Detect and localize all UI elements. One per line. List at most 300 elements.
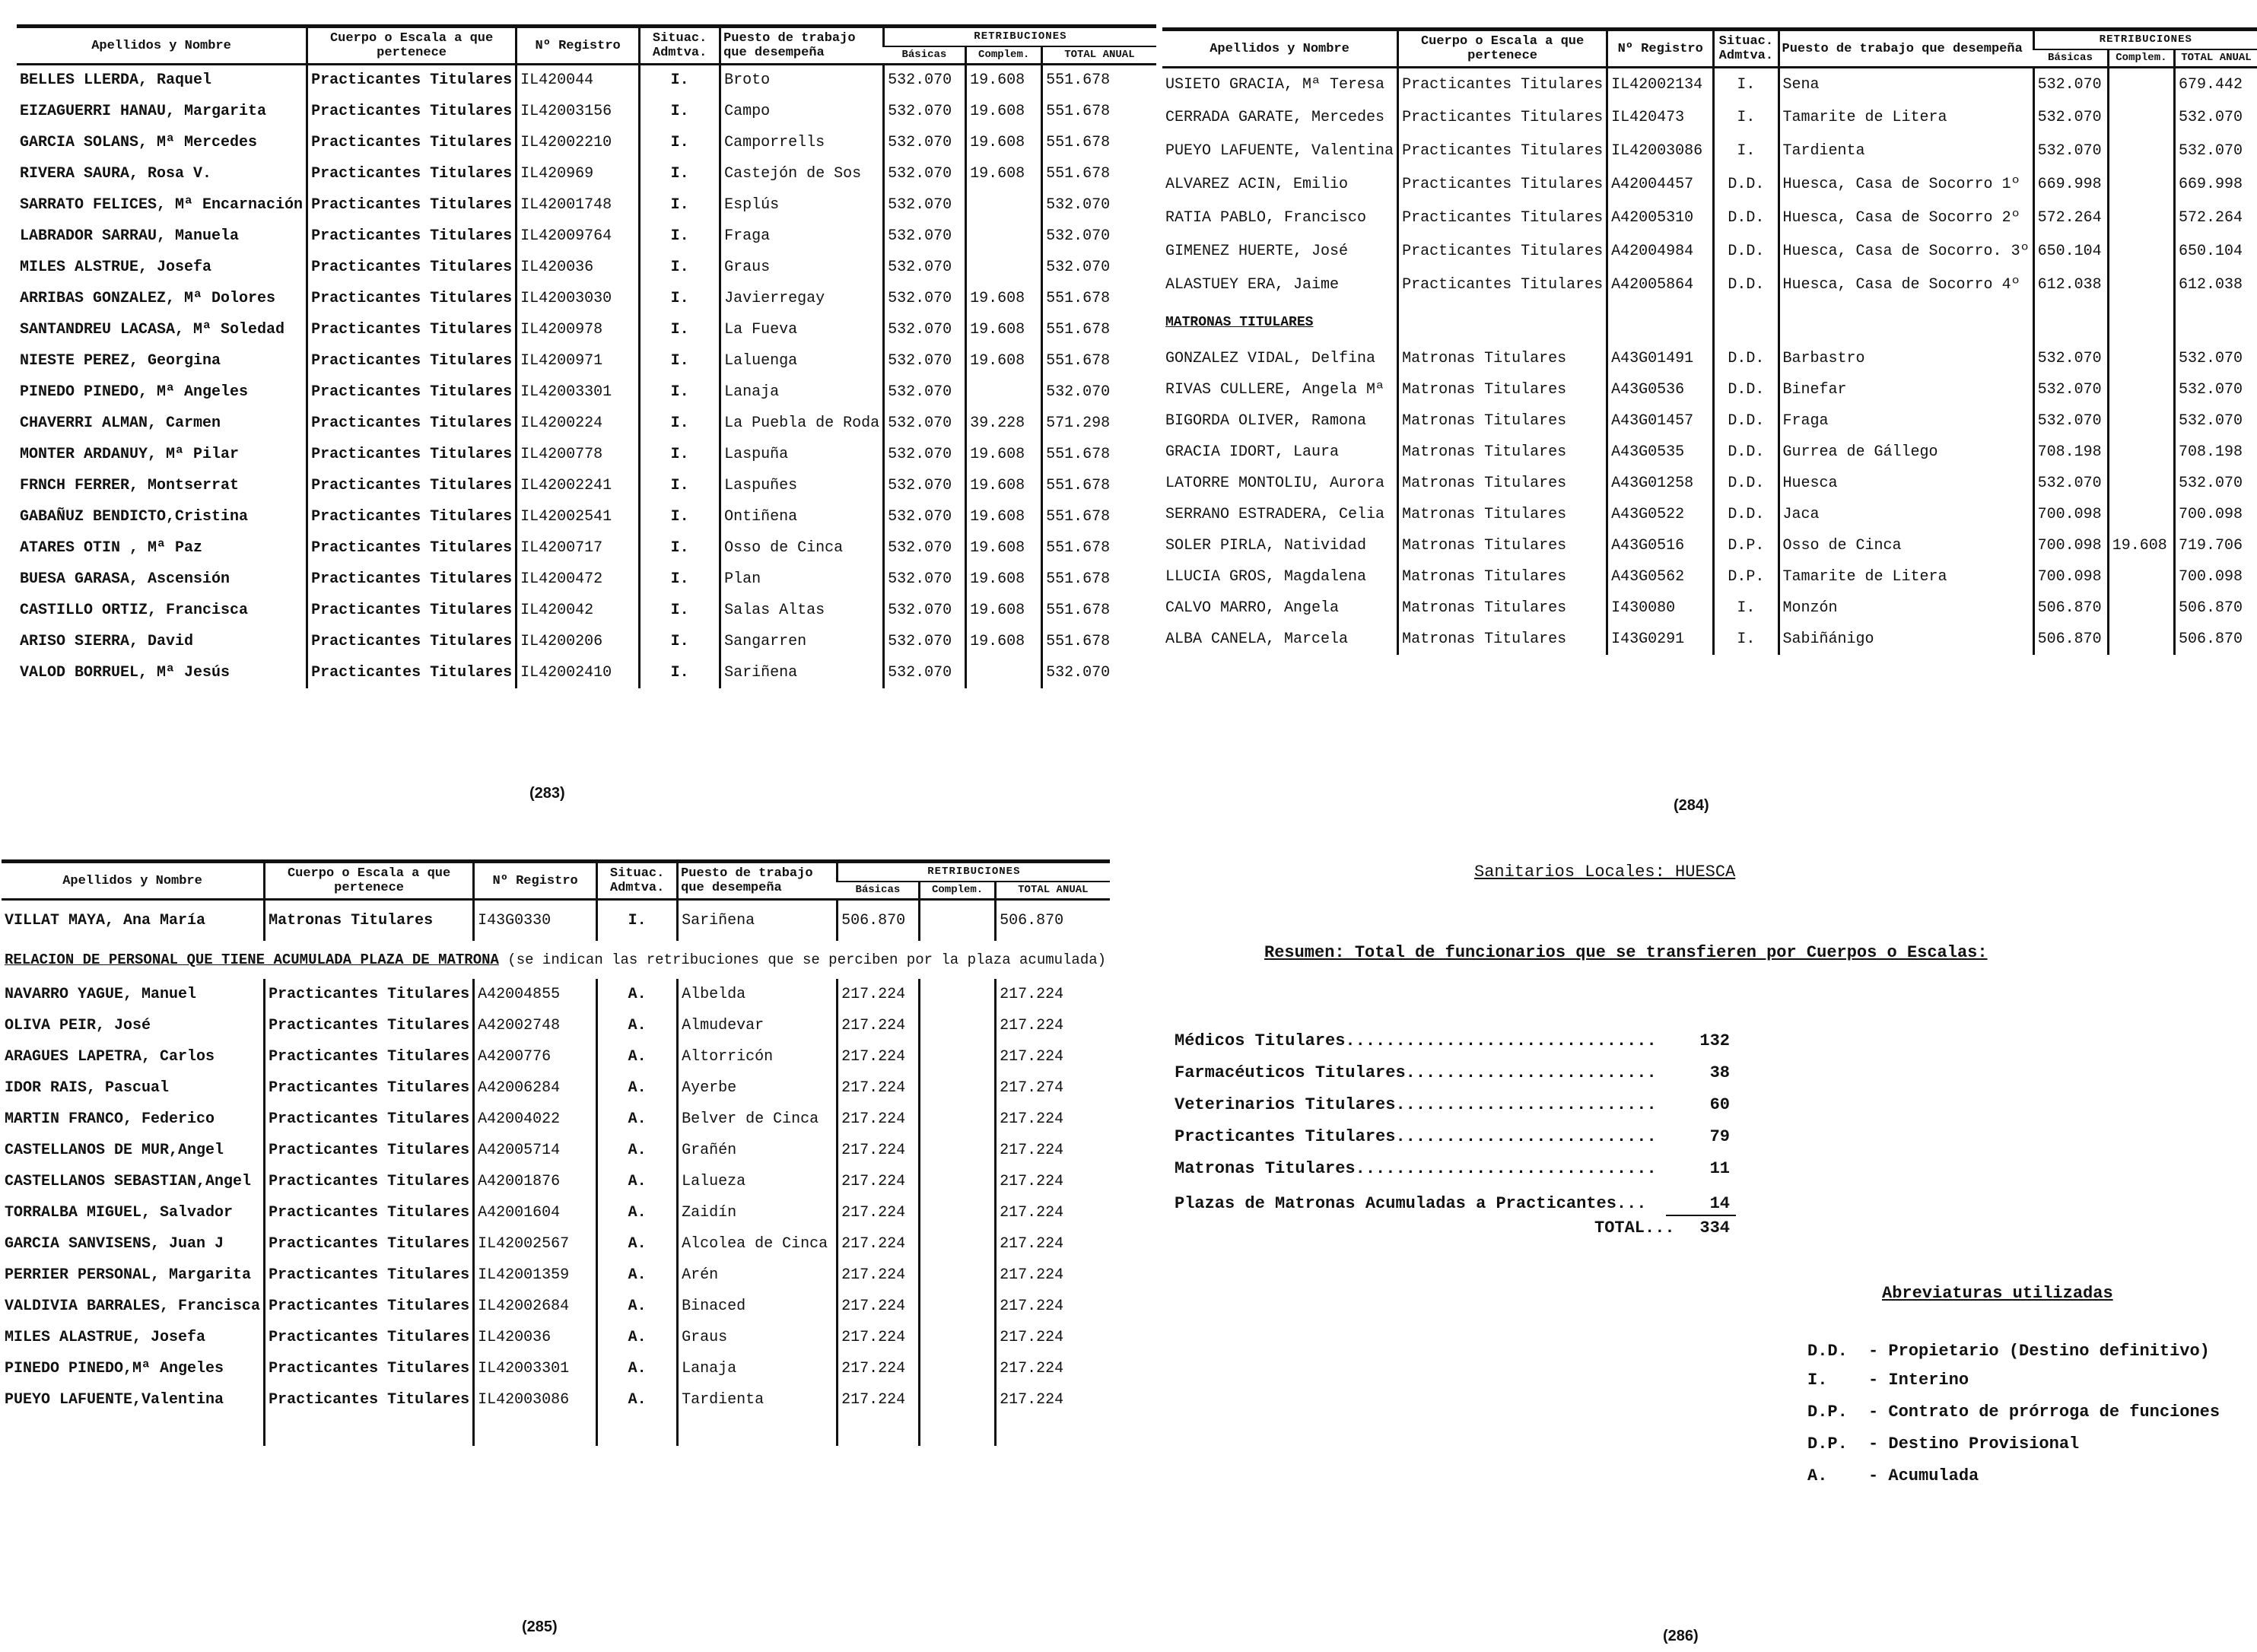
table-row xyxy=(2,1010,1110,1041)
cell-complem xyxy=(920,1197,996,1228)
cell-total: 551.678 xyxy=(1042,314,1156,345)
cell-complem xyxy=(920,1228,996,1260)
cell-complem xyxy=(2108,343,2174,374)
cell-situac: A. xyxy=(597,1104,678,1135)
cell-situac: I. xyxy=(640,501,720,532)
abbreviation-item xyxy=(1807,1371,1969,1390)
table-row xyxy=(1162,343,2257,374)
cell-cuerpo: Matronas Titulares xyxy=(1398,530,1607,561)
table-row xyxy=(17,595,1156,626)
cell-puesto: Gurrea de Gállego xyxy=(1779,437,2033,468)
summary-row xyxy=(1175,1194,1730,1213)
page-number-283: (283) xyxy=(529,785,565,802)
cell-basicas: 217.224 xyxy=(838,1353,920,1384)
col-cuerpo: Cuerpo o Escala a que pertenece xyxy=(1398,30,1607,68)
cell-registro: A43G0516 xyxy=(1607,530,1714,561)
cell-situac: D.P. xyxy=(1714,530,1779,561)
cell-puesto: Huesca, Casa de Socorro. 3º xyxy=(1779,235,2033,268)
cell-situac: I. xyxy=(640,657,720,688)
cell-situac: A. xyxy=(597,1010,678,1041)
cell-nombre: LLUCIA GROS, Magdalena xyxy=(1165,567,1367,586)
col-situac: Situac. Admtva. xyxy=(1714,30,1779,68)
cell-nombre: RIVAS CULLERE, Angela Mª xyxy=(1165,380,1385,399)
cell-puesto: Castejón de Sos xyxy=(720,158,884,189)
cell-basicas: 532.070 xyxy=(2033,405,2108,437)
cell-nombre: OLIVA PEIR, José xyxy=(5,1016,151,1034)
table-row xyxy=(17,252,1156,283)
cell-cuerpo: Practicantes Titulares xyxy=(1398,202,1607,235)
cell-total: 572.264 xyxy=(2175,202,2257,235)
table-row xyxy=(1162,561,2257,592)
cell-basicas: 612.038 xyxy=(2033,268,2108,302)
cell-cuerpo: Practicantes Titulares xyxy=(307,564,517,595)
cell-registro: IL42002567 xyxy=(474,1228,597,1260)
cell-basicas: 217.224 xyxy=(838,1104,920,1135)
table-row xyxy=(17,158,1156,189)
cell-nombre: BELLES LLERDA, Raquel xyxy=(20,71,212,90)
cell-complem: 19.608 xyxy=(966,564,1042,595)
cell-cuerpo: Practicantes Titulares xyxy=(1398,135,1607,168)
cell-complem xyxy=(920,1072,996,1104)
cell-complem xyxy=(920,1166,996,1197)
table-row xyxy=(2,1260,1110,1291)
cell-basicas: 532.070 xyxy=(884,501,966,532)
cell-nombre: PINEDO PINEDO, Mª Angeles xyxy=(20,383,249,401)
cell-registro: A43G0562 xyxy=(1607,561,1714,592)
cell-total: 217.224 xyxy=(996,1260,1110,1291)
cell-total: 551.678 xyxy=(1042,158,1156,189)
cell-registro: IL4200717 xyxy=(517,532,640,564)
cell-registro: IL4200971 xyxy=(517,345,640,376)
cell-cuerpo: Practicantes Titulares xyxy=(1398,168,1607,202)
col-apellidos: Apellidos y Nombre xyxy=(17,27,307,65)
table-row xyxy=(2,1322,1110,1353)
cell-complem: 19.608 xyxy=(966,439,1042,470)
cell-situac: D.D. xyxy=(1714,405,1779,437)
cell-nombre: RIVERA SAURA, Rosa V. xyxy=(20,164,212,183)
cell-basicas: 532.070 xyxy=(2033,343,2108,374)
cell-registro: IL420044 xyxy=(517,65,640,96)
cell-situac: A. xyxy=(597,1260,678,1291)
cell-complem xyxy=(2108,168,2174,202)
rows-285 xyxy=(2,979,1110,1415)
cell-cuerpo: Practicantes Titulares xyxy=(265,1384,474,1415)
cell-registro: IL42003086 xyxy=(474,1384,597,1415)
cell-basicas: 532.070 xyxy=(884,283,966,314)
cell-puesto: Sangarren xyxy=(720,626,884,657)
trailing-space-285 xyxy=(2,1415,1110,1446)
cell-cuerpo: Practicantes Titulares xyxy=(307,470,517,501)
cell-registro: A43G0536 xyxy=(1607,374,1714,405)
abbreviation-item xyxy=(1807,1403,2220,1422)
table-row xyxy=(1162,405,2257,437)
table-row xyxy=(17,127,1156,158)
cell-registro: IL4200224 xyxy=(517,408,640,439)
col-basicas: Básicas xyxy=(2033,49,2108,68)
rows-283 xyxy=(17,65,1156,688)
cell-cuerpo: Practicantes Titulares xyxy=(265,1104,474,1135)
cell-cuerpo: Matronas Titulares xyxy=(1398,405,1607,437)
cell-puesto: Camporrells xyxy=(720,127,884,158)
cell-situac: D.D. xyxy=(1714,268,1779,302)
cell-registro: I43G0330 xyxy=(474,900,597,941)
cell-basicas: 532.070 xyxy=(884,408,966,439)
cell-cuerpo: Matronas Titulares xyxy=(1398,374,1607,405)
cell-puesto: La Puebla de Roda xyxy=(720,408,884,439)
register-table-283 xyxy=(17,24,1156,688)
cell-registro: IL420473 xyxy=(1607,101,1714,135)
cell-complem xyxy=(2108,468,2174,499)
cell-complem xyxy=(2108,101,2174,135)
cell-basicas: 217.224 xyxy=(838,1135,920,1166)
cell-total: 532.070 xyxy=(2175,135,2257,168)
cell-registro: IL420036 xyxy=(474,1322,597,1353)
cell-puesto: Broto xyxy=(720,65,884,96)
cell-cuerpo: Matronas Titulares xyxy=(1398,468,1607,499)
table-row xyxy=(1162,437,2257,468)
cell-cuerpo: Practicantes Titulares xyxy=(307,221,517,252)
cell-total: 551.678 xyxy=(1042,501,1156,532)
cell-total: 506.870 xyxy=(2175,592,2257,624)
table-row xyxy=(17,439,1156,470)
cell-cuerpo: Practicantes Titulares xyxy=(265,979,474,1010)
cell-registro: IL4200978 xyxy=(517,314,640,345)
cell-cuerpo: Practicantes Titulares xyxy=(307,439,517,470)
cell-basicas: 532.070 xyxy=(884,252,966,283)
col-complem: Complem. xyxy=(2108,49,2174,68)
cell-situac: I. xyxy=(640,96,720,127)
cell-complem xyxy=(920,1010,996,1041)
cell-total: 551.678 xyxy=(1042,65,1156,96)
cell-puesto: Huesca, Casa de Socorro 1º xyxy=(1779,168,2033,202)
table-row xyxy=(1162,68,2257,101)
cell-situac: D.P. xyxy=(1714,561,1779,592)
abbreviation-text: - Destino Provisional xyxy=(1868,1434,2080,1453)
table-row xyxy=(2,1104,1110,1135)
col-retribuciones: RETRIBUCIONES xyxy=(884,27,1156,47)
table-row xyxy=(2,1197,1110,1228)
cell-complem xyxy=(920,1291,996,1322)
table-row xyxy=(17,626,1156,657)
cell-registro: A42004022 xyxy=(474,1104,597,1135)
cell-total: 217.224 xyxy=(996,1291,1110,1322)
cell-registro: A42001604 xyxy=(474,1197,597,1228)
rows-284-matronas xyxy=(1162,343,2257,655)
page-283 xyxy=(17,24,1156,688)
cell-registro: A4200776 xyxy=(474,1041,597,1072)
col-cuerpo: Cuerpo o Escala a que pertenece xyxy=(307,27,517,65)
table-row xyxy=(1162,624,2257,655)
abbreviation-text: - Interino xyxy=(1868,1371,1969,1390)
cell-total: 719.706 xyxy=(2175,530,2257,561)
cell-basicas: 532.070 xyxy=(2033,135,2108,168)
cell-registro: A42002748 xyxy=(474,1010,597,1041)
cell-basicas: 532.070 xyxy=(2033,468,2108,499)
cell-cuerpo: Practicantes Titulares xyxy=(265,1166,474,1197)
cell-registro: IL420969 xyxy=(517,158,640,189)
cell-basicas: 532.070 xyxy=(2033,374,2108,405)
cell-puesto: Sabiñánigo xyxy=(1779,624,2033,655)
cell-situac: I. xyxy=(1714,624,1779,655)
cell-complem xyxy=(2108,202,2174,235)
cell-basicas: 532.070 xyxy=(884,158,966,189)
cell-total: 551.678 xyxy=(1042,532,1156,564)
cell-complem: 19.608 xyxy=(966,501,1042,532)
table-row xyxy=(2,1291,1110,1322)
cell-total: 679.442 xyxy=(2175,68,2257,101)
cell-cuerpo: Practicantes Titulares xyxy=(307,283,517,314)
cell-basicas: 217.224 xyxy=(838,1166,920,1197)
cell-total: 532.070 xyxy=(2175,468,2257,499)
cell-nombre: GARCIA SOLANS, Mª Mercedes xyxy=(20,133,258,151)
cell-puesto: Binefar xyxy=(1779,374,2033,405)
cell-complem xyxy=(2108,561,2174,592)
table-row xyxy=(1162,592,2257,624)
cell-situac: I. xyxy=(640,283,720,314)
cell-cuerpo: Practicantes Titulares xyxy=(307,532,517,564)
cell-registro: IL42003301 xyxy=(517,376,640,408)
cell-registro: IL42003030 xyxy=(517,283,640,314)
cell-nombre: SARRATO FELICES, Mª Encarnación xyxy=(20,195,304,214)
register-table-285 xyxy=(2,859,1110,1446)
cell-nombre: GRACIA IDORT, Laura xyxy=(1165,443,1340,461)
cell-total: 551.678 xyxy=(1042,595,1156,626)
cell-nombre: IDOR RAIS, Pascual xyxy=(5,1079,170,1097)
cell-complem xyxy=(2108,374,2174,405)
cell-registro: IL4200206 xyxy=(517,626,640,657)
cell-cuerpo: Practicantes Titulares xyxy=(307,252,517,283)
cell-cuerpo: Practicantes Titulares xyxy=(265,1135,474,1166)
resumen-title: Resumen: Total de funcionarios que se transfieren por Cuerpos o Escalas: xyxy=(1264,943,1988,962)
summary-row xyxy=(1175,1095,1730,1114)
cell-puesto: Tamarite de Litera xyxy=(1779,101,2033,135)
total-value: 334 xyxy=(1699,1218,1730,1237)
cell-complem xyxy=(920,1384,996,1415)
cell-total: 700.098 xyxy=(2175,499,2257,530)
table-row xyxy=(1162,468,2257,499)
summary-value: 38 xyxy=(1709,1063,1730,1082)
rows-284-practicantes xyxy=(1162,68,2257,302)
cell-registro: IL42002541 xyxy=(517,501,640,532)
cell-total: 217.224 xyxy=(996,1384,1110,1415)
cell-puesto: Campo xyxy=(720,96,884,127)
cell-cuerpo: Matronas Titulares xyxy=(1398,499,1607,530)
cell-registro: A42005310 xyxy=(1607,202,1714,235)
cell-complem xyxy=(966,252,1042,283)
page-285 xyxy=(2,859,1110,1446)
cell-puesto: Laspuñes xyxy=(720,470,884,501)
cell-puesto: Sariñena xyxy=(678,900,838,941)
cell-total: 506.870 xyxy=(2175,624,2257,655)
cell-registro: IL42001748 xyxy=(517,189,640,221)
cell-total: 700.098 xyxy=(2175,561,2257,592)
cell-situac: I. xyxy=(640,376,720,408)
cell-registro: IL42003301 xyxy=(474,1353,597,1384)
cell-basicas: 217.224 xyxy=(838,1291,920,1322)
cell-total: 217.224 xyxy=(996,1353,1110,1384)
cell-situac: I. xyxy=(640,470,720,501)
cell-situac: A. xyxy=(597,979,678,1010)
cell-nombre: BIGORDA OLIVER, Ramona xyxy=(1165,411,1367,430)
cell-basicas: 650.104 xyxy=(2033,235,2108,268)
cell-nombre: SERRANO ESTRADERA, Celia xyxy=(1165,505,1385,523)
col-registro: Nº Registro xyxy=(517,27,640,65)
cell-registro: IL42002134 xyxy=(1607,68,1714,101)
table-row xyxy=(1162,499,2257,530)
cell-cuerpo: Practicantes Titulares xyxy=(1398,235,1607,268)
cell-basicas: 572.264 xyxy=(2033,202,2108,235)
cell-situac: A. xyxy=(597,1135,678,1166)
table-row xyxy=(17,221,1156,252)
cell-nombre: EIZAGUERRI HANAU, Margarita xyxy=(20,102,267,120)
cell-basicas: 669.998 xyxy=(2033,168,2108,202)
cell-basicas: 217.224 xyxy=(838,1322,920,1353)
cell-total: 650.104 xyxy=(2175,235,2257,268)
col-registro: Nº Registro xyxy=(474,862,597,900)
cell-registro: IL420036 xyxy=(517,252,640,283)
cell-total: 217.224 xyxy=(996,1135,1110,1166)
cell-complem xyxy=(966,221,1042,252)
cell-total: 532.070 xyxy=(2175,405,2257,437)
cell-cuerpo: Practicantes Titulares xyxy=(307,376,517,408)
relacion-title: RELACION DE PERSONAL QUE TIENE ACUMULADA PLAZA DE MATRONA xyxy=(5,951,499,968)
cell-total: 551.678 xyxy=(1042,283,1156,314)
col-total: TOTAL ANUAL xyxy=(1042,46,1156,65)
col-situac: Situac. Admtva. xyxy=(640,27,720,65)
cell-basicas: 532.070 xyxy=(884,345,966,376)
cell-complem xyxy=(2108,405,2174,437)
cell-cuerpo: Practicantes Titulares xyxy=(265,1353,474,1384)
cell-nombre: CERRADA GARATE, Mercedes xyxy=(1165,109,1385,126)
cell-complem: 19.608 xyxy=(966,532,1042,564)
cell-cuerpo: Practicantes Titulares xyxy=(307,189,517,221)
cell-situac: I. xyxy=(640,252,720,283)
relacion-note-row xyxy=(2,941,1110,979)
cell-cuerpo: Practicantes Titulares xyxy=(265,1228,474,1260)
cell-complem: 19.608 xyxy=(966,314,1042,345)
table-row xyxy=(2,1353,1110,1384)
cell-total: 612.038 xyxy=(2175,268,2257,302)
cell-total: 532.070 xyxy=(1042,189,1156,221)
summary-value: 79 xyxy=(1709,1127,1730,1146)
cell-total: 551.678 xyxy=(1042,564,1156,595)
col-apellidos: Apellidos y Nombre xyxy=(1162,30,1398,68)
cell-situac: A. xyxy=(597,1072,678,1104)
cell-basicas: 217.224 xyxy=(838,1010,920,1041)
cell-situac: A. xyxy=(597,1384,678,1415)
cell-puesto: Albelda xyxy=(678,979,838,1010)
table-row xyxy=(17,657,1156,688)
cell-puesto: Tardienta xyxy=(678,1384,838,1415)
cell-situac: I. xyxy=(597,900,678,941)
cell-situac: I. xyxy=(640,532,720,564)
cell-puesto: La Fueva xyxy=(720,314,884,345)
cell-basicas: 708.198 xyxy=(2033,437,2108,468)
cell-complem: 19.608 xyxy=(966,96,1042,127)
cell-registro: IL4200778 xyxy=(517,439,640,470)
cell-complem: 19.608 xyxy=(966,345,1042,376)
cell-total: 532.070 xyxy=(1042,376,1156,408)
table-row xyxy=(17,96,1156,127)
cell-registro: A42005714 xyxy=(474,1135,597,1166)
cell-puesto: Altorricón xyxy=(678,1041,838,1072)
cell-cuerpo: Practicantes Titulares xyxy=(265,1291,474,1322)
cell-total: 217.224 xyxy=(996,1010,1110,1041)
cell-puesto: Alcolea de Cinca xyxy=(678,1228,838,1260)
abbreviation-text: - Acumulada xyxy=(1868,1466,1979,1485)
cell-total: 708.198 xyxy=(2175,437,2257,468)
cell-nombre: CASTILLO ORTIZ, Francisca xyxy=(20,601,249,619)
cell-situac: D.D. xyxy=(1714,235,1779,268)
abbreviation-code: A. xyxy=(1807,1466,1828,1485)
cell-situac: I. xyxy=(640,221,720,252)
cell-complem: 19.608 xyxy=(966,127,1042,158)
cell-basicas: 217.224 xyxy=(838,1072,920,1104)
cell-nombre: CASTELLANOS SEBASTIAN,Angel xyxy=(5,1172,252,1190)
cell-puesto: Tamarite de Litera xyxy=(1779,561,2033,592)
cell-registro: A42004457 xyxy=(1607,168,1714,202)
total-label: TOTAL... xyxy=(1594,1218,1675,1237)
summary-row xyxy=(1175,1063,1730,1082)
cell-puesto: Lanaja xyxy=(720,376,884,408)
summary-label: Matronas Titulares.............................. xyxy=(1175,1159,1657,1178)
page-284 xyxy=(1162,27,2257,655)
summary-label: Farmacéuticos Titulares......................... xyxy=(1175,1063,1657,1082)
cell-total: 217.224 xyxy=(996,1322,1110,1353)
cell-total: 551.678 xyxy=(1042,345,1156,376)
table-row xyxy=(1162,202,2257,235)
cell-nombre: PINEDO PINEDO,Mª Angeles xyxy=(5,1359,224,1377)
cell-registro: A43G0522 xyxy=(1607,499,1714,530)
cell-puesto: Laluenga xyxy=(720,345,884,376)
cell-nombre: ARRIBAS GONZALEZ, Mª Dolores xyxy=(20,289,276,307)
table-row xyxy=(17,189,1156,221)
cell-puesto: Sena xyxy=(1779,68,2033,101)
cell-situac: I. xyxy=(640,595,720,626)
cell-situac: A. xyxy=(597,1322,678,1353)
cell-situac: I. xyxy=(640,408,720,439)
cell-puesto: Laspuña xyxy=(720,439,884,470)
cell-basicas: 532.070 xyxy=(884,376,966,408)
cell-complem xyxy=(966,376,1042,408)
cell-cuerpo: Practicantes Titulares xyxy=(307,127,517,158)
cell-total: 532.070 xyxy=(1042,221,1156,252)
cell-total: 532.070 xyxy=(1042,657,1156,688)
cell-nombre: GARCIA SANVISENS, Juan J xyxy=(5,1234,224,1253)
cell-complem: 39.228 xyxy=(966,408,1042,439)
cell-total: 532.070 xyxy=(1042,252,1156,283)
cell-puesto: Graus xyxy=(720,252,884,283)
table-row xyxy=(17,376,1156,408)
cell-nombre: MILES ALSTRUE, Josefa xyxy=(20,258,212,276)
cell-registro: IL42003086 xyxy=(1607,135,1714,168)
cell-situac: I. xyxy=(1714,68,1779,101)
cell-basicas: 217.224 xyxy=(838,979,920,1010)
cell-total: 571.298 xyxy=(1042,408,1156,439)
cell-situac: I. xyxy=(640,314,720,345)
cell-puesto: Osso de Cinca xyxy=(1779,530,2033,561)
cell-basicas: 532.070 xyxy=(884,127,966,158)
cell-complem xyxy=(2108,135,2174,168)
cell-total: 217.224 xyxy=(996,979,1110,1010)
abbreviation-item xyxy=(1807,1342,2210,1361)
cell-basicas: 532.070 xyxy=(884,189,966,221)
cell-basicas: 700.098 xyxy=(2033,499,2108,530)
table-row xyxy=(17,408,1156,439)
table-row xyxy=(17,532,1156,564)
table-row xyxy=(17,283,1156,314)
cell-puesto: Lalueza xyxy=(678,1166,838,1197)
